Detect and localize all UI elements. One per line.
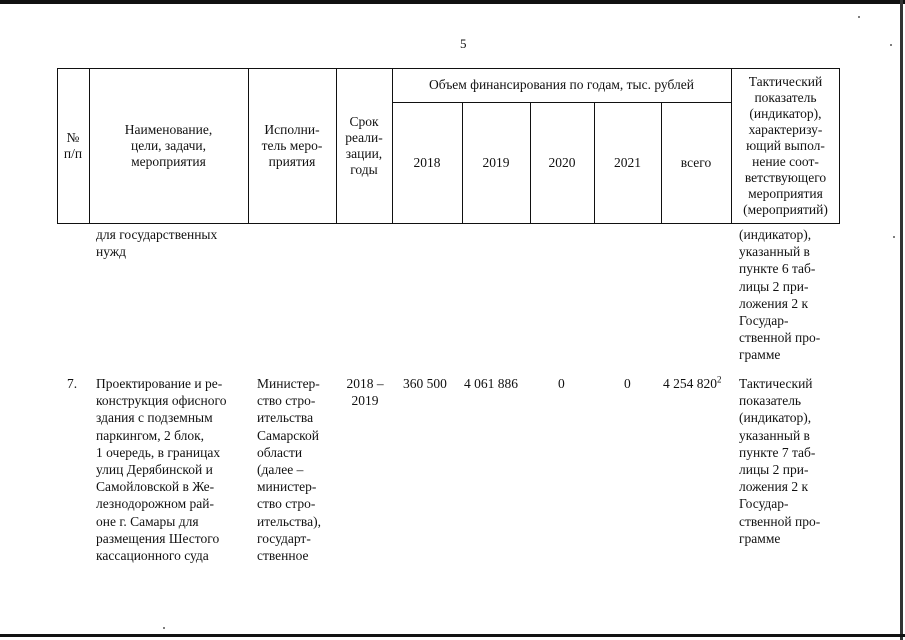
- header-name: Наименование, цели, задачи, мероприятия: [124, 122, 213, 169]
- scan-speck: [163, 627, 165, 629]
- header-total: всего: [680, 155, 712, 170]
- scan-edge-bottom: [0, 634, 905, 637]
- row7-value-2018: 360 500: [403, 376, 447, 391]
- scan-speck: [893, 236, 895, 238]
- footnote-marker: 2: [717, 374, 722, 385]
- continuation-name: для государственных нужд: [96, 227, 218, 260]
- row7-executor: Министер- ство стро- ительства Самарской области (далее – министер- ство стро- ительства), государт- ственное: [257, 376, 321, 564]
- row7-term: 2018 – 2019: [346, 376, 384, 409]
- row7-value-2021: 0: [624, 376, 631, 391]
- header-year-2020: 2020: [548, 155, 576, 170]
- scan-speck: [858, 16, 860, 18]
- row7-value-2020: 0: [558, 376, 565, 391]
- header-year-2018: 2018: [413, 155, 441, 170]
- row7-name: Проектирование и ре- конструкция офисного здания с подземным паркингом, 2 блок, 1 очередь, в границах улиц Дерябинской и Самойловской в Же- лезнодорожном рай- оне г. Самары для размещения Шестого кассационного суда: [96, 376, 227, 564]
- scan-speck: [890, 44, 892, 46]
- header-year-2021: 2021: [614, 155, 641, 170]
- header-term: Срок реали- зации, годы: [345, 114, 383, 177]
- header-number: № п/п: [63, 130, 83, 161]
- continuation-indicator: (индикатор), указанный в пункте 6 таб- лицы 2 при- ложения 2 к Государ- ственной про- грамме: [739, 227, 821, 363]
- row7-total-value: 4 254 820: [663, 376, 717, 391]
- scan-edge-right: [900, 0, 903, 640]
- scan-edge-top: [0, 0, 905, 4]
- header-year-2019: 2019: [482, 155, 510, 170]
- header-funding-group: Объем финансирования по годам, тыс. рублей: [429, 77, 694, 92]
- page-number: 5: [460, 36, 467, 51]
- row7-value-2019: 4 061 886: [464, 376, 518, 391]
- row7-total: [663, 375, 722, 392]
- header-executor: Исполни- тель меро- приятия: [261, 122, 323, 169]
- row7-number: 7.: [67, 376, 78, 391]
- row7-indicator: Тактический показатель (индикатор), указанный в пункте 7 таб- лицы 2 при- ложения 2 к Государ- ственной про- грамме: [739, 376, 821, 546]
- header-indicator: Тактический показатель (индикатор), характеризу- ющий выпол- нение соот- ветствующего мероприятия (мероприятий): [743, 74, 828, 217]
